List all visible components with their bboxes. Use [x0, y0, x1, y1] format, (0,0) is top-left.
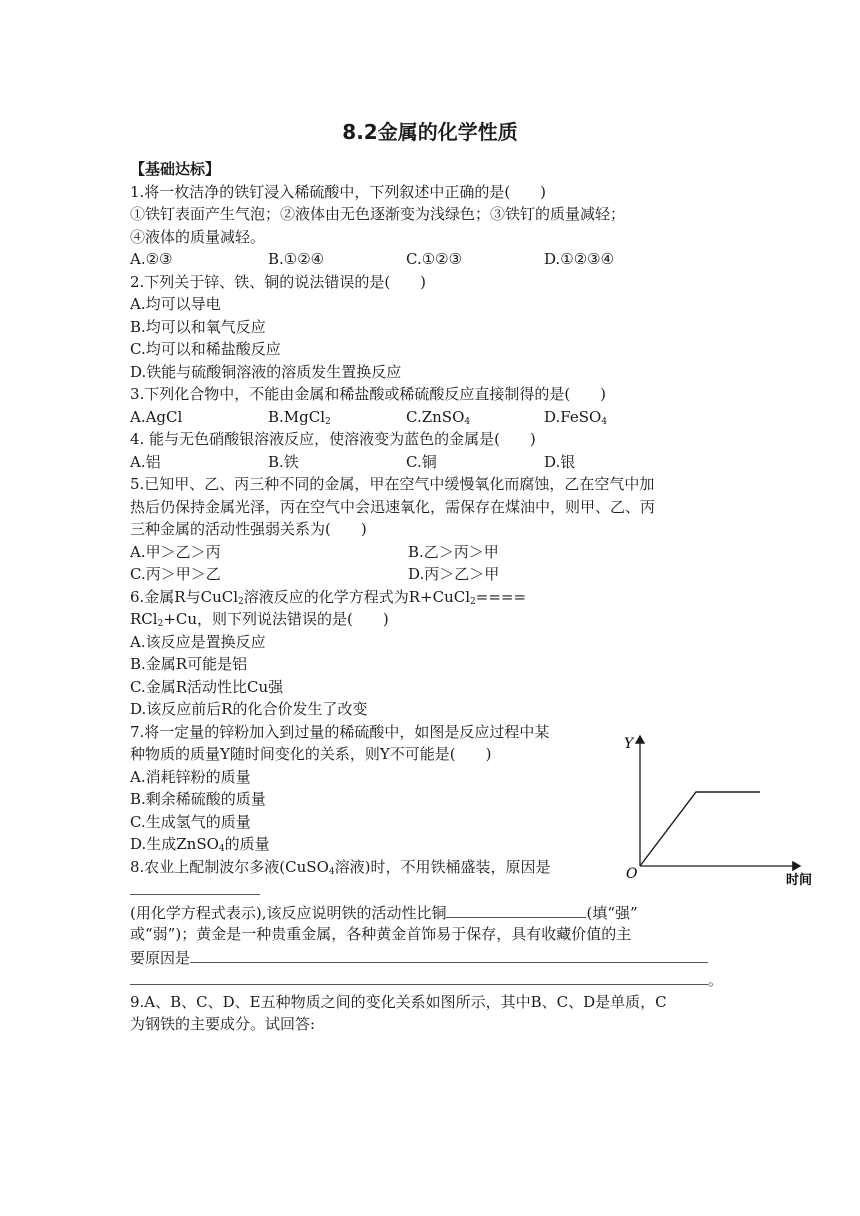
q5-option-a: A.甲＞乙＞丙 [130, 542, 221, 561]
q5-option-b: B.乙＞丙＞甲 [408, 542, 499, 561]
q5-stem: 5.已知甲、乙、丙三种不同的金属，甲在空气中缓慢氧化而腐蚀，乙在空气中加 [130, 475, 655, 493]
q9-stem: 为钢铁的主要成分。试回答: [130, 1015, 316, 1033]
q1-statements-line: ①铁钉表面产生气泡；②液体由无色逐渐变为浅绿色；③铁钉的质量减轻； [130, 205, 626, 223]
q2-option-b: B.均可以和氧气反应 [130, 317, 266, 336]
q3-option-a: A.AgCl [130, 407, 183, 426]
q4-option-b: B.铁 [268, 452, 299, 471]
q1-options [130, 248, 732, 271]
q3-stem: 3.下列化合物中，不能由金属和稀盐酸或稀硫酸反应直接制得的是( ) [130, 385, 607, 403]
q5-stem: 热后仍保持金属光泽，丙在空气中会迅速氧化，需保存在煤油中，则甲、乙、丙 [130, 497, 656, 516]
q3-option-c: C.ZnSO$_4$ [406, 407, 471, 427]
answer-blank[interactable] [446, 901, 586, 918]
q6-option-a: A.该反应是置换反应 [130, 632, 266, 651]
q3-option-d: D.FeSO$_4$ [544, 407, 608, 427]
q6-option-b: B.金属R可能是铝 [130, 655, 248, 673]
q2-option-a: A.均可以导电 [130, 295, 221, 313]
q3-options [130, 406, 732, 429]
q8-stem: 8.农业上配制波尔多液(CuSO$_4$溶液)时，不用铁桶盛装，原因是 [130, 857, 551, 877]
q7-option-b: B.剩余稀硫酸的质量 [130, 790, 266, 808]
q4-option-a: A.铝 [130, 452, 161, 471]
q2-option-c: C.均可以和稀盐酸反应 [130, 340, 281, 358]
q8-stem: (用化学方程式表示),该反应说明铁的活动性比铜 (填“强” [130, 901, 732, 924]
q5-options [130, 563, 732, 586]
q9-stem: 9.A、B、C、D、E五种物质之间的变化关系如图所示，其中B、C、D是单质，C [130, 992, 667, 1011]
answer-blank[interactable] [130, 878, 260, 895]
q1-stem: 1.将一枚洁净的铁钉浸入稀硫酸中，下列叙述中正确的是( ) [130, 182, 547, 201]
q8-stem: 要原因是 [130, 946, 732, 969]
q6-stem: RCl$_2$+Cu，则下列说法错误的是( ) [130, 610, 389, 629]
q6-stem: 6.金属R与CuCl$_2$溶液反应的化学方程式为R+CuCl$_2$==== [130, 587, 527, 607]
q7-stem: 7.将一定量的锌粉加入到过量的稀硫酸中，如图是反应过程中某 [130, 722, 550, 741]
q5-options [130, 541, 732, 564]
answer-blank[interactable] [190, 946, 708, 963]
y-axis-label: Y [624, 736, 634, 752]
q7-option-d: D.生成ZnSO$_4$的质量 [130, 835, 270, 854]
origin-label: O [626, 866, 638, 882]
page-title: 8.2金属的化学性质 [342, 120, 518, 144]
q4-options [130, 451, 732, 474]
q4-stem: 4. 能与无色硝酸银溶液反应，使溶液变为蓝色的金属是( ) [130, 430, 536, 448]
q6-option-c: C.金属R活动性比Cu强 [130, 677, 284, 696]
q4-option-d: D.银 [544, 452, 576, 471]
q7-option-a: A.消耗锌粉的质量 [130, 767, 251, 786]
section-heading: 【基础达标】 [130, 160, 221, 178]
question-body [130, 158, 732, 1036]
q4-option-c: C.铜 [406, 452, 437, 471]
q1-option-b: B.①②④ [268, 250, 325, 268]
q8-stem: 或“弱”)；黄金是一种贵重金属，各种黄金首饰易于保存，具有收藏价值的主 [130, 925, 632, 943]
q7-option-c: C.生成氢气的质量 [130, 812, 251, 831]
q2-option-d: D.铁能与硫酸铜溶液的溶质发生置换反应 [130, 362, 402, 381]
q5-option-d: D.丙＞乙＞甲 [408, 565, 500, 583]
q1-option-c: C.①②③ [406, 250, 463, 268]
q1-option-d: D.①②③④ [544, 250, 615, 268]
q1-option-a: A.②③ [130, 250, 173, 268]
curve-line [640, 792, 760, 866]
q8-answer-blank-line: 。 [130, 968, 732, 991]
q2-stem: 2.下列关于锌、铁、铜的说法错误的是( ) [130, 272, 427, 291]
q5-option-c: C.丙＞甲＞乙 [130, 565, 221, 583]
q1-statements-line: ④液体的质量减轻。 [130, 227, 266, 246]
x-axis-label: 时间 [786, 873, 813, 888]
q7-graph [616, 728, 816, 893]
q7-stem: 种物质的质量Y随时间变化的关系，则Y不可能是( ) [130, 745, 492, 763]
answer-blank[interactable] [130, 968, 708, 985]
q6-option-d: D.该反应前后R的化合价发生了改变 [130, 700, 368, 718]
q5-stem: 三种金属的活动性强弱关系为( ) [130, 520, 367, 538]
q3-option-b: B.MgCl$_2$ [268, 407, 331, 427]
